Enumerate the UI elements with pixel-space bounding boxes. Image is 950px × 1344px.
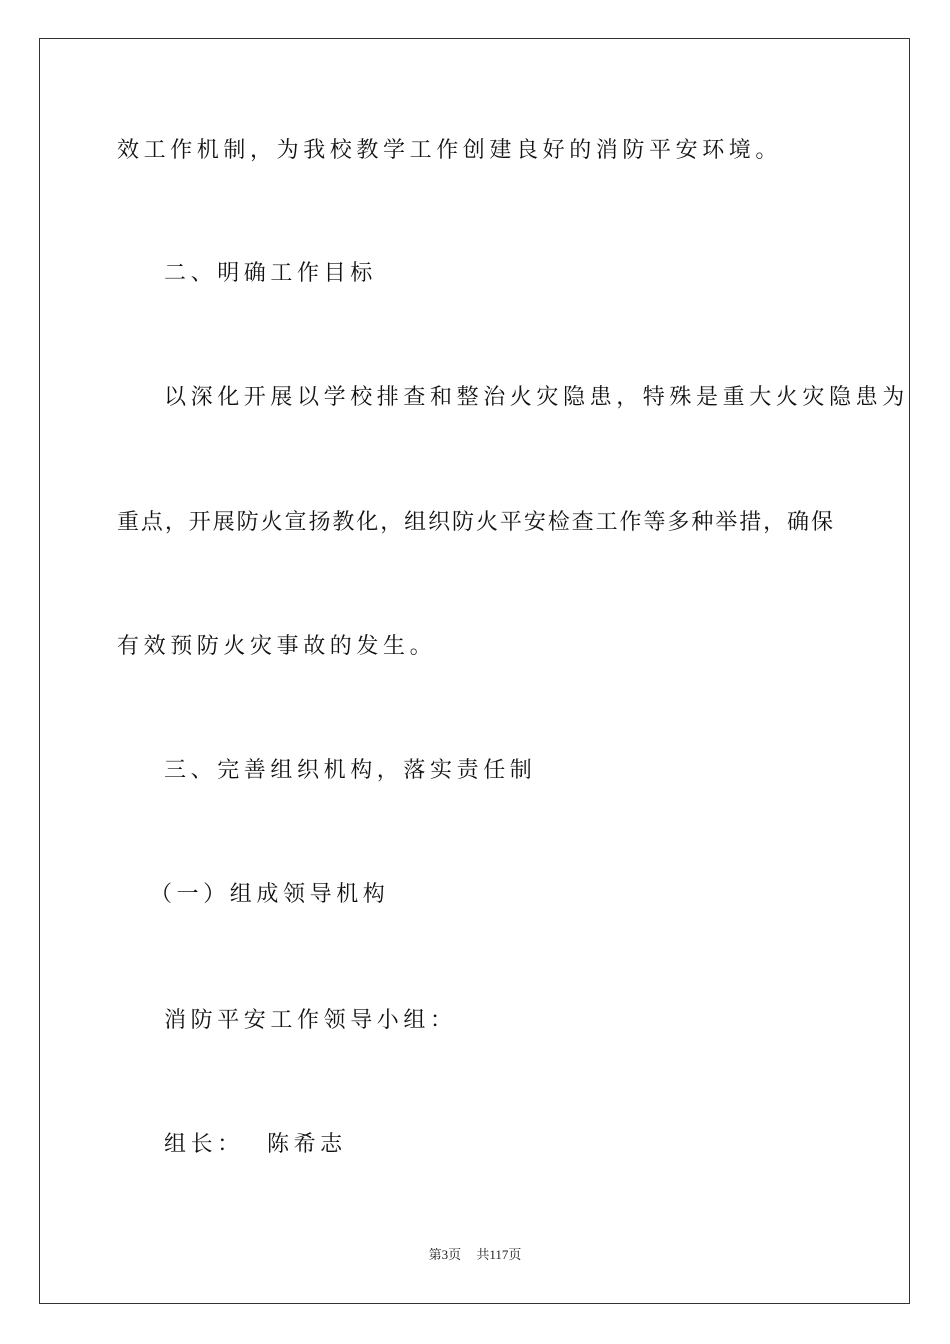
section-heading-3: 三、完善组织机构，落实责任制 (164, 758, 537, 783)
group-leader: 组长： 陈希志 (164, 1132, 347, 1157)
subsection-heading-1: （一）组成领导机构 (150, 882, 390, 907)
section-heading-2: 二、明确工作目标 (164, 261, 377, 286)
group-title: 消防平安工作领导小组： (164, 1008, 457, 1033)
page-number: 第3页 (428, 1247, 462, 1262)
paragraph-line-5: 有效预防火灾事故的发生。 (117, 634, 437, 659)
page-total: 共117页 (476, 1247, 522, 1262)
page-footer (0, 1246, 950, 1264)
page-border (39, 38, 910, 1304)
paragraph-line-3: 以深化开展以学校排查和整治火灾隐患，特殊是重大火灾隐患为 (164, 385, 909, 410)
paragraph-line-4: 重点，开展防火宣扬教化，组织防火平安检查工作等多种举措，确保 (117, 510, 833, 535)
paragraph-line-1: 效工作机制，为我校教学工作创建良好的消防平安环境。 (117, 138, 783, 163)
